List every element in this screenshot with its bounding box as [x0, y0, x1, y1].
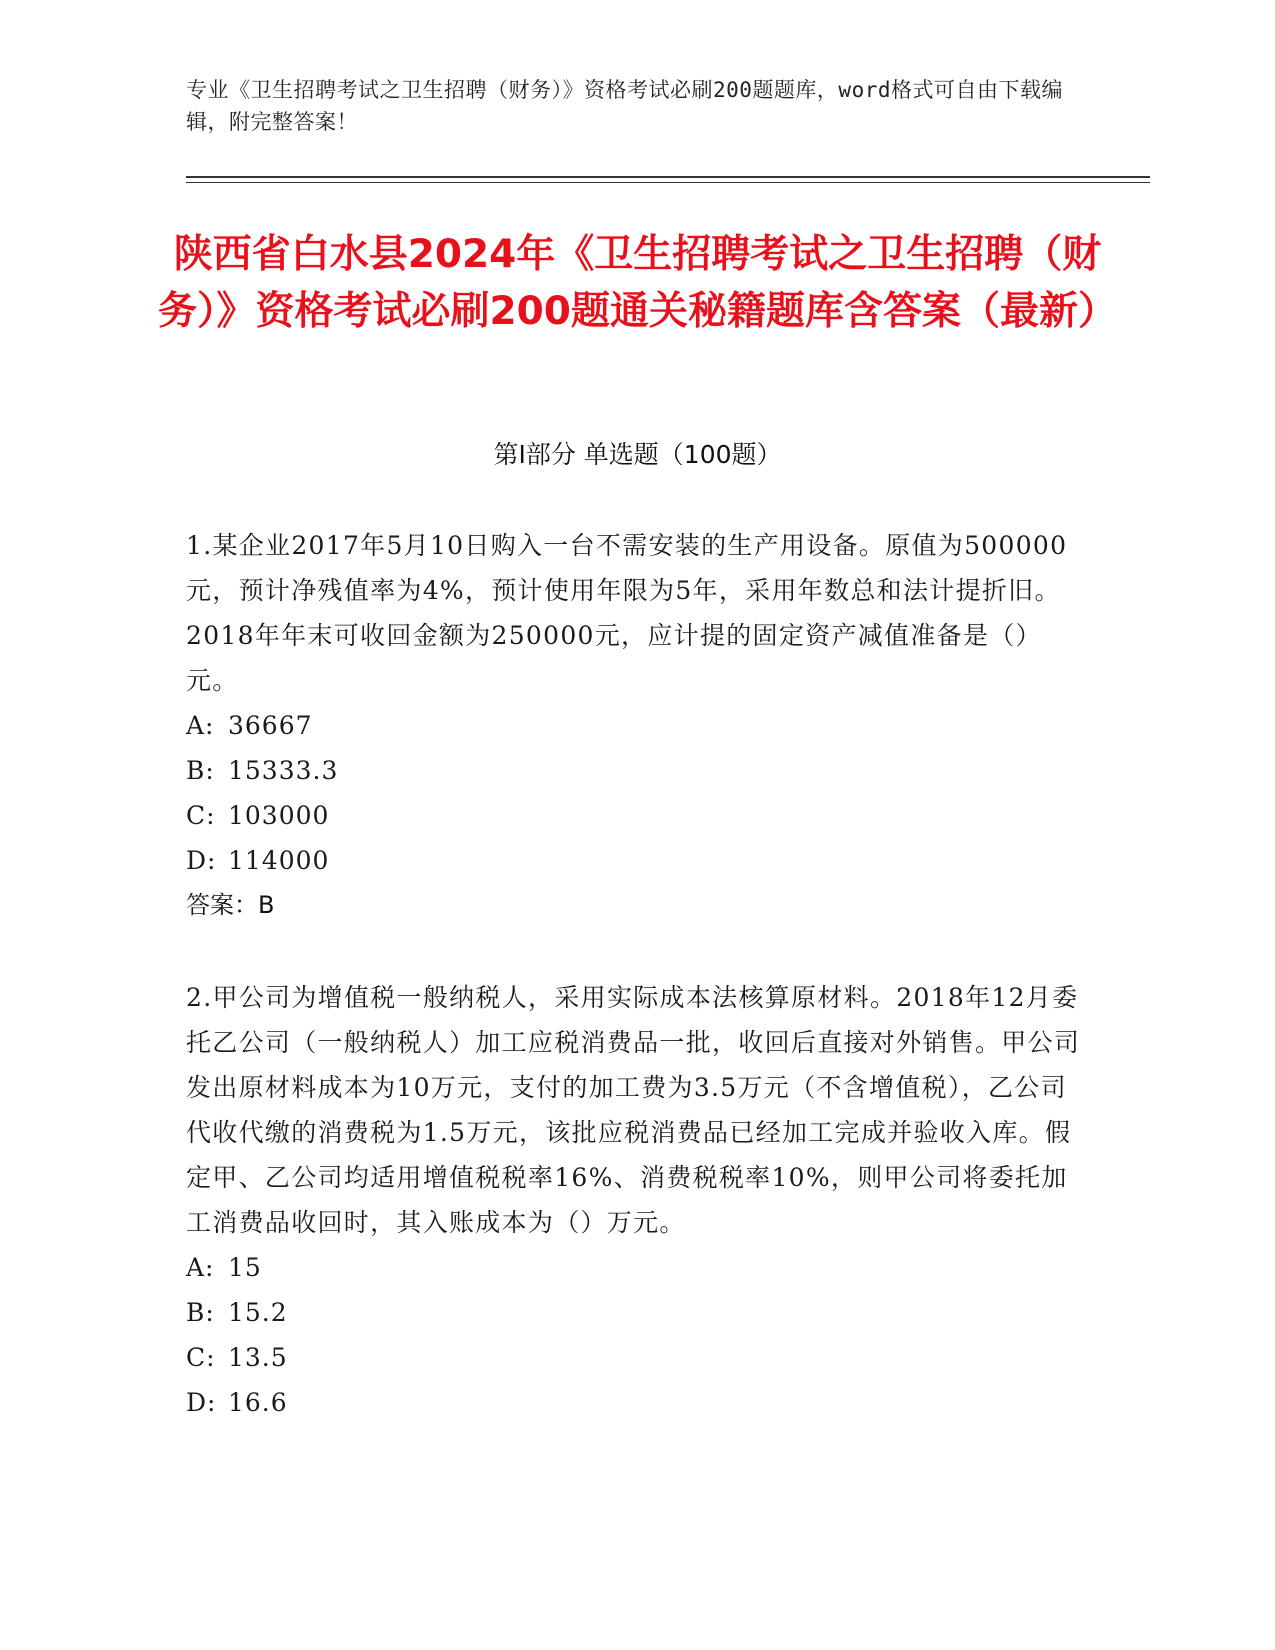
option-letter: D: — [186, 846, 217, 875]
option-text: 114000 — [228, 846, 330, 875]
option-letter: B: — [186, 756, 215, 785]
option-c — [186, 1335, 1086, 1380]
option-text: 15 — [228, 1253, 262, 1282]
option-text: 13.5 — [228, 1343, 288, 1372]
option-text: 15333.3 — [228, 756, 339, 785]
header-divider-thick — [186, 176, 1150, 178]
option-letter: A: — [186, 711, 215, 740]
option-text: 103000 — [228, 801, 330, 830]
option-letter: C: — [186, 1343, 216, 1372]
option-letter: C: — [186, 801, 216, 830]
option-text: 16.6 — [228, 1388, 288, 1417]
question-1 — [186, 523, 1086, 928]
option-a — [186, 1245, 1086, 1290]
option-b — [186, 1290, 1086, 1335]
answer-line: 答案：B — [186, 891, 275, 919]
option-letter: D: — [186, 1388, 217, 1417]
option-b — [186, 748, 1086, 793]
header-divider-thin — [186, 182, 1150, 183]
option-text: 36667 — [228, 711, 313, 740]
option-d — [186, 1380, 1086, 1425]
section-heading: 第I部分 单选题（100题） — [493, 440, 782, 469]
question-stem: 2.甲公司为增值税一般纳税人，采用实际成本法核算原材料。2018年12月委托乙公司（一般纳税人）加工应税消费品一批，收回后直接对外销售。甲公司发出原材料成本为10万元，支付的加工费为3.5万元（不含增值税），乙公司代收代缴的消费税为1.5万元，该批应税消费品已经加工完成并验收入库。假定甲、乙公司均适用增值税税率16%、消费税税率10%，则甲公司将委托加工消费品收回时，其入账成本为（）万元。 — [186, 983, 1081, 1237]
option-d — [186, 838, 1086, 883]
option-letter: A: — [186, 1253, 215, 1282]
option-letter: B: — [186, 1298, 215, 1327]
option-a — [186, 703, 1086, 748]
header-note: 专业《卫生招聘考试之卫生招聘（财务）》资格考试必刷200题题库，word格式可自由下载编辑，附完整答案！ — [186, 78, 1063, 134]
document-title: 陕西省白水县2024年《卫生招聘考试之卫生招聘（财务）》资格考试必刷200题通关秘籍题库含答案（最新） — [158, 232, 1117, 334]
question-stem: 1.某企业2017年5月10日购入一台不需安装的生产用设备。原值为500000元，预计净残值率为4%，预计使用年限为5年，采用年数总和法计提折旧。2018年年末可收回金额为250000元，应计提的固定资产减值准备是（）元。 — [186, 531, 1068, 695]
option-c — [186, 793, 1086, 838]
option-text: 15.2 — [228, 1298, 288, 1327]
question-2 — [186, 975, 1086, 1425]
